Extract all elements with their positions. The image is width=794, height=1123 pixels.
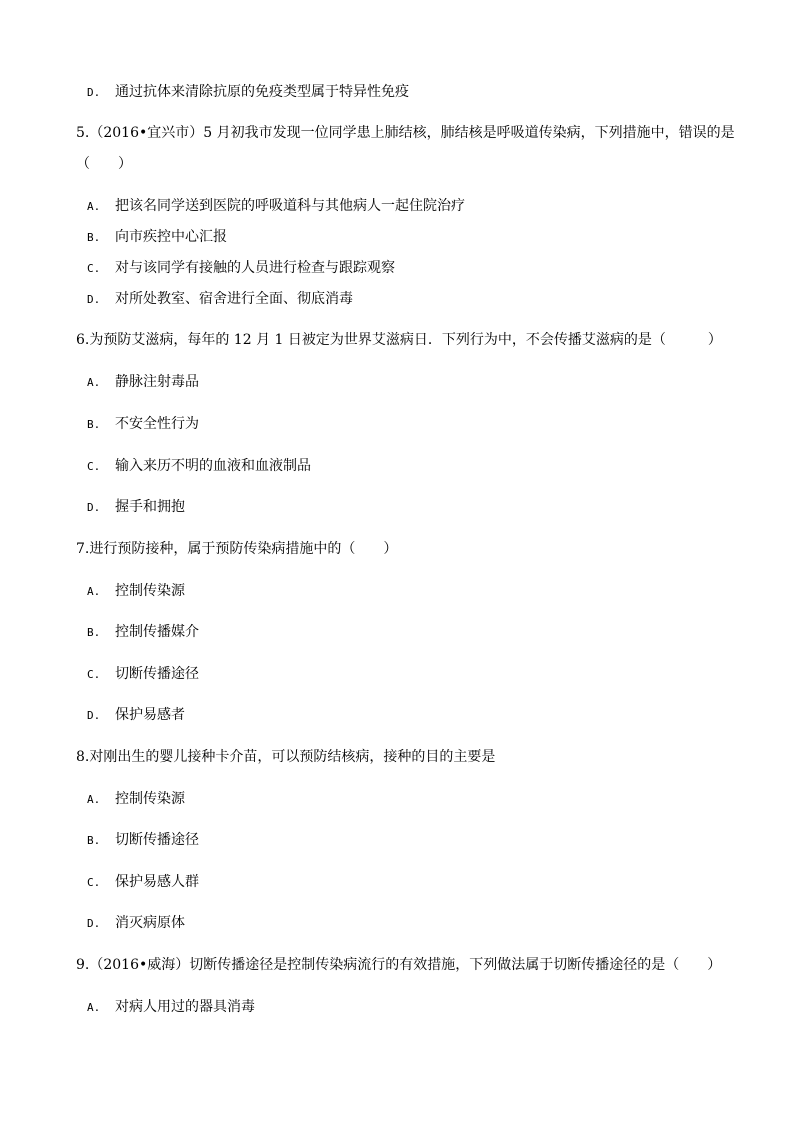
option-text: 保护易感者 <box>115 707 185 723</box>
q7-option-a <box>87 582 185 601</box>
option-text: 输入来历不明的血液和血液制品 <box>115 458 311 474</box>
option-letter: B. <box>87 231 101 244</box>
q6-stem: 6.为预防艾滋病，每年的 12 月 1 日被定为世界艾滋病日．下列行为中，不会传播艾滋病的是（ ） <box>76 332 722 348</box>
option-letter: D. <box>87 293 101 306</box>
option-text: 控制传染源 <box>115 583 185 599</box>
option-letter: C. <box>87 668 101 681</box>
option-text: 握手和拥抱 <box>115 499 185 515</box>
q6-option-d <box>87 498 185 517</box>
q8-option-d <box>87 914 185 933</box>
q8-option-b <box>87 831 199 850</box>
q6-option-a <box>87 373 199 392</box>
q6-option-b <box>87 415 199 434</box>
option-text: 控制传播媒介 <box>115 624 199 640</box>
q5-option-c <box>87 259 395 278</box>
option-text: 向市疾控中心汇报 <box>115 229 227 245</box>
option-text: 切断传播途径 <box>115 832 199 848</box>
option-text: 切断传播途径 <box>115 666 199 682</box>
q4-option-d <box>87 83 409 102</box>
option-letter: A. <box>87 376 101 389</box>
option-letter: D. <box>87 86 101 99</box>
q5-option-d <box>87 290 353 309</box>
option-letter: A. <box>87 1001 101 1014</box>
q7-option-c <box>87 665 199 684</box>
q5-stem-cont: （ ） <box>76 156 132 172</box>
q7-option-b <box>87 623 199 642</box>
option-text: 不安全性行为 <box>115 416 199 432</box>
q8-stem: 8.对刚出生的婴儿接种卡介苗，可以预防结核病，接种的目的主要是 <box>76 749 496 765</box>
option-letter: C. <box>87 262 101 275</box>
option-text: 通过抗体来清除抗原的免疫类型属于特异性免疫 <box>115 84 409 100</box>
q9-option-a <box>87 998 255 1017</box>
q6-option-c <box>87 457 311 476</box>
option-letter: C. <box>87 460 101 473</box>
q5-option-a <box>87 197 465 216</box>
option-letter: B. <box>87 626 101 639</box>
q9-stem: 9.（2016•威海）切断传播途径是控制传染病流行的有效措施，下列做法属于切断传播途径的是（ ） <box>76 957 722 973</box>
option-letter: A. <box>87 585 101 598</box>
option-text: 对所处教室、宿舍进行全面、彻底消毒 <box>115 291 353 307</box>
option-letter: B. <box>87 834 101 847</box>
option-text: 对病人用过的器具消毒 <box>115 999 255 1015</box>
option-text: 静脉注射毒品 <box>115 374 199 390</box>
option-text: 对与该同学有接触的人员进行检查与跟踪观察 <box>115 260 395 276</box>
option-letter: D. <box>87 501 101 514</box>
q7-option-d <box>87 706 185 725</box>
option-letter: A. <box>87 793 101 806</box>
option-text: 保护易感人群 <box>115 874 199 890</box>
q5-stem: 5.（2016•宜兴市）5 月初我市发现一位同学患上肺结核，肺结核是呼吸道传染病，下列措施中，错误的是 <box>76 125 735 141</box>
option-text: 控制传染源 <box>115 791 185 807</box>
q5-option-b <box>87 228 227 247</box>
option-letter: C. <box>87 876 101 889</box>
option-text: 把该名同学送到医院的呼吸道科与其他病人一起住院治疗 <box>115 198 465 214</box>
option-text: 消灭病原体 <box>115 915 185 931</box>
option-letter: A. <box>87 200 101 213</box>
option-letter: D. <box>87 709 101 722</box>
q8-option-c <box>87 873 199 892</box>
q8-option-a <box>87 790 185 809</box>
option-letter: D. <box>87 917 101 930</box>
option-letter: B. <box>87 418 101 431</box>
q7-stem: 7.进行预防接种，属于预防传染病措施中的（ ） <box>76 541 398 557</box>
